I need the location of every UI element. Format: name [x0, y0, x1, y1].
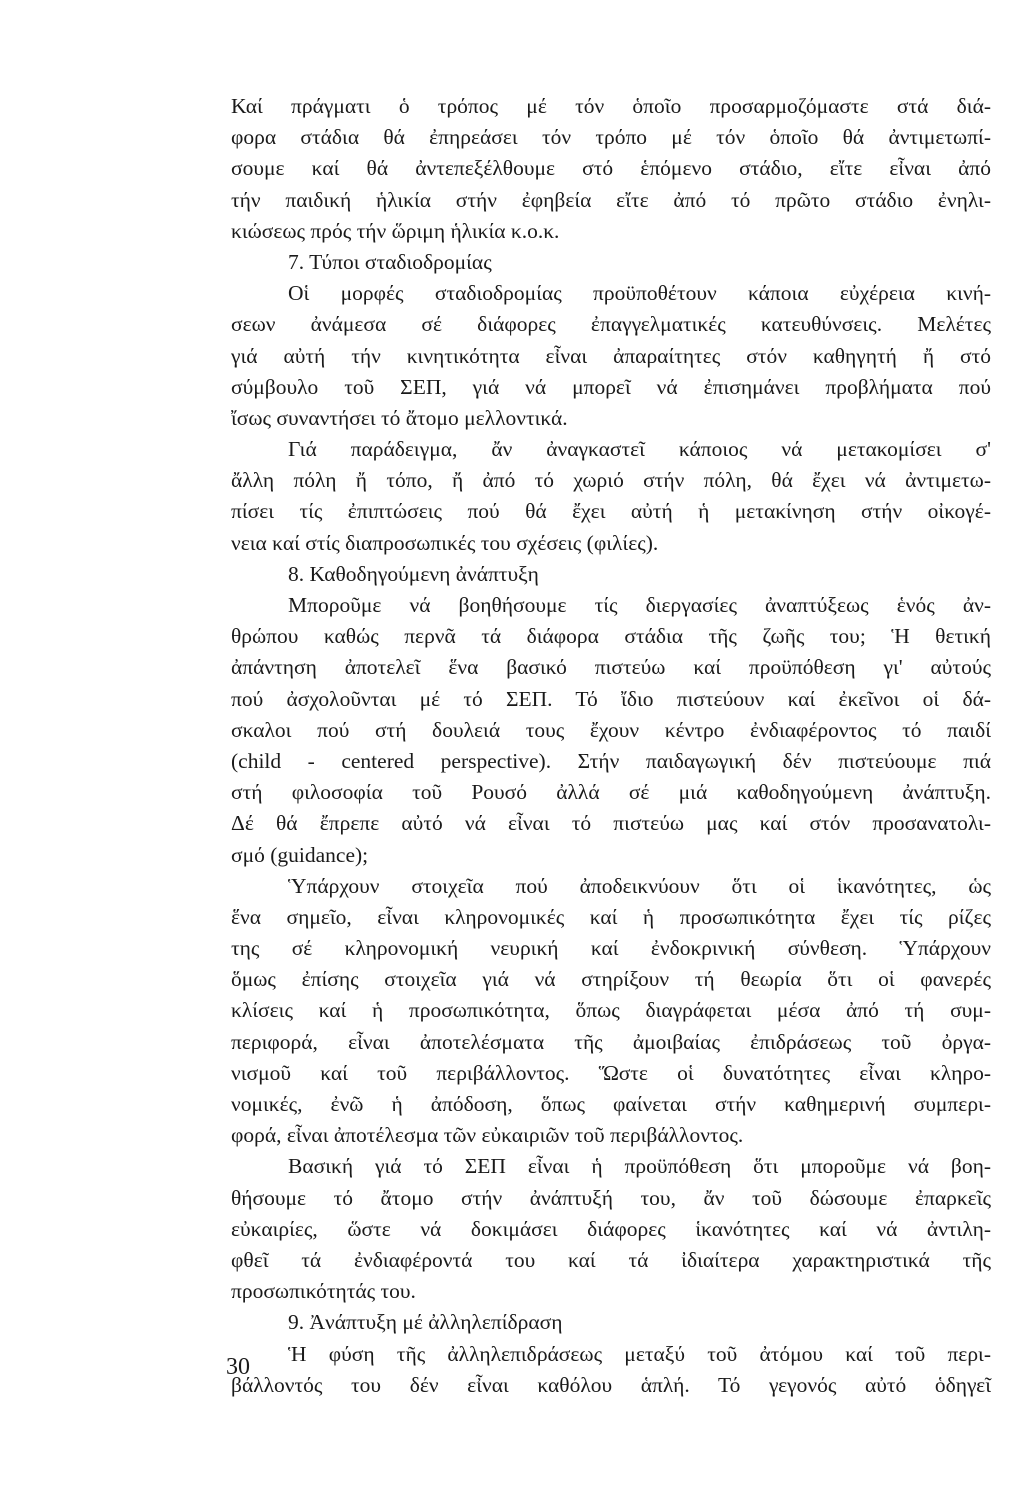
- text-line: ἴσως συναντήσει τό ἄτομο μελλοντικά.: [231, 405, 568, 430]
- text-line: κιώσεως πρός τήν ὥριμη ἡλικία κ.ο.κ.: [231, 218, 560, 243]
- text-line: θήσουμε τό ἄτομο στήν ἀνάπτυξή του, ἄν τοῦ δώσουμε ἐπαρκεῖς: [231, 1185, 991, 1210]
- text-line: της σέ κληρονομική νευρική καί ἐνδοκρινική σύνθεση. Ὑπάρχουν: [231, 936, 991, 961]
- text-line: ὅμως ἐπίσης στοιχεῖα γιά νά στηρίξουν τή θεωρία ὅτι οἱ φανερές: [231, 967, 991, 992]
- text-line: νισμοῦ καί τοῦ περιβάλλοντος. Ὥστε οἱ δυνατότητες εἶναι κληρο-: [231, 1060, 991, 1085]
- text-line: σύμβουλο τοῦ ΣΕΠ, γιά νά μπορεῖ νά ἐπισημάνει προβλήματα πού: [231, 374, 991, 399]
- text-line: Καί πράγματι ὁ τρόπος μέ τόν ὁποῖο προσαρμοζόμαστε στά διά-: [231, 94, 991, 118]
- text-line: φθεῖ τά ἐνδιαφέροντά του καί τά ἰδιαίτερα χαρακτηριστικά τῆς: [231, 1247, 991, 1272]
- text-line: Οἱ μορφές σταδιοδρομίας προϋποθέτουν κάποια εὐχέρεια κινή-: [288, 281, 991, 306]
- section-heading: 7. Τύποι σταδιοδρομίας: [288, 249, 492, 274]
- text-line: Ὑπάρχουν στοιχεῖα πού ἀποδεικνύουν ὅτι οἱ ἱκανότητες, ὡς: [288, 873, 991, 898]
- section-heading: 8. Καθοδηγούμενη ἀνάπτυξη: [288, 561, 539, 586]
- text-line: Ἡ φύση τῆς ἀλληλεπιδράσεως μεταξύ τοῦ ἀτόμου καί τοῦ περι-: [288, 1341, 991, 1366]
- text-line: κλίσεις καί ἡ προσωπικότητα, ὅπως διαγράφεται μέσα ἀπό τή συμ-: [231, 998, 991, 1023]
- text-line: ἀπάντηση ἀποτελεῖ ἕνα βασικό πιστεύω καί προϋπόθεση γι' αὐτούς: [231, 655, 991, 680]
- text-line: νεια καί στίς διαπροσωπικές του σχέσεις (φιλίες).: [231, 530, 659, 555]
- text-line: εὐκαιρίες, ὥστε νά δοκιμάσει διάφορες ἱκανότητες καί νά ἀντιλη-: [231, 1216, 991, 1241]
- section-heading: 9. Ἀνάπτυξη μέ ἀλληλεπίδραση: [288, 1310, 563, 1335]
- text-line: τήν παιδική ἡλικία στήν ἐφηβεία εἴτε ἀπό τό πρῶτο στάδιο ἐνηλι-: [231, 187, 991, 212]
- text-line: σεων ἀνάμεσα σέ διάφορες ἐπαγγελματικές κατευθύνσεις. Μελέτες: [231, 312, 991, 337]
- page-number: 30: [226, 1354, 250, 1380]
- text-line: στή φιλοσοφία τοῦ Ρουσό ἀλλά σέ μιά καθοδηγούμενη ἀνάπτυξη.: [231, 780, 991, 805]
- text-line: πού ἀσχολοῦνται μέ τό ΣΕΠ. Τό ἴδιο πιστεύουν καί ἐκεῖνοι οἱ δά-: [231, 686, 991, 711]
- text-line: πίσει τίς ἐπιπτώσεις πού θά ἔχει αὐτή ἡ μετακίνηση στήν οἰκογέ-: [231, 499, 991, 524]
- text-line: προσωπικότητάς του.: [231, 1279, 416, 1304]
- text-line: γιά αὐτή τήν κινητικότητα εἶναι ἀπαραίτητες στόν καθηγητή ἤ στό: [231, 343, 991, 368]
- text-line: ἕνα σημεῖο, εἶναι κληρονομικές καί ἡ προσωπικότητα ἔχει τίς ρίζες: [231, 904, 991, 929]
- text-line: ἄλλη πόλη ἤ τόπο, ἤ ἀπό τό χωριό στήν πόλη, θά ἔχει νά ἀντιμετω-: [231, 468, 991, 493]
- text-line: Μποροῦμε νά βοηθήσουμε τίς διεργασίες ἀναπτύξεως ἑνός ἀν-: [288, 593, 991, 617]
- text-line: σμό (guidance);: [231, 842, 369, 867]
- body-text: [231, 91, 991, 1401]
- text-line: φορα στάδια θά ἐπηρεάσει τόν τρόπο μέ τόν ὁποῖο θά ἀντιμετωπί-: [231, 125, 991, 150]
- text-line: σουμε καί θά ἀντεπεξέλθουμε στό ἑπόμενο στάδιο, εἴτε εἶναι ἀπό: [231, 156, 991, 181]
- text-line: νομικές, ἐνῶ ἡ ἀπόδοση, ὅπως φαίνεται στήν καθημερινή συμπερι-: [231, 1092, 991, 1116]
- text-line: (child - centered perspective). Στήν παιδαγωγική δέν πιστεύουμε πιά: [231, 748, 991, 773]
- text-line: Βασική γιά τό ΣΕΠ εἶναι ἡ προϋπόθεση ὅτι μποροῦμε νά βοη-: [288, 1154, 991, 1179]
- text-line: φορά, εἶναι ἀποτέλεσμα τῶν εὐκαιριῶν τοῦ περιβάλλοντος.: [231, 1123, 744, 1148]
- text-line: βάλλοντός του δέν εἶναι καθόλου ἁπλή. Τό γεγονός αὐτό ὁδηγεῖ: [231, 1372, 991, 1397]
- text-line: θρώπου καθώς περνᾶ τά διάφορα στάδια τῆς ζωῆς του; Ἡ θετική: [231, 624, 991, 649]
- text-line: Δέ θά ἔπρεπε αὐτό νά εἶναι τό πιστεύω μας καί στόν προσανατολι-: [231, 811, 991, 836]
- text-line: σκαλοι πού στή δουλειά τους ἔχουν κέντρο ἐνδιαφέροντος τό παιδί: [231, 717, 991, 742]
- text-line: περιφορά, εἶναι ἀποτελέσματα τῆς ἀμοιβαίας ἐπιδράσεως τοῦ ὀργα-: [231, 1029, 991, 1054]
- text-line: Γιά παράδειγμα, ἄν ἀναγκαστεῖ κάποιος νά μετακομίσει σ': [288, 437, 991, 462]
